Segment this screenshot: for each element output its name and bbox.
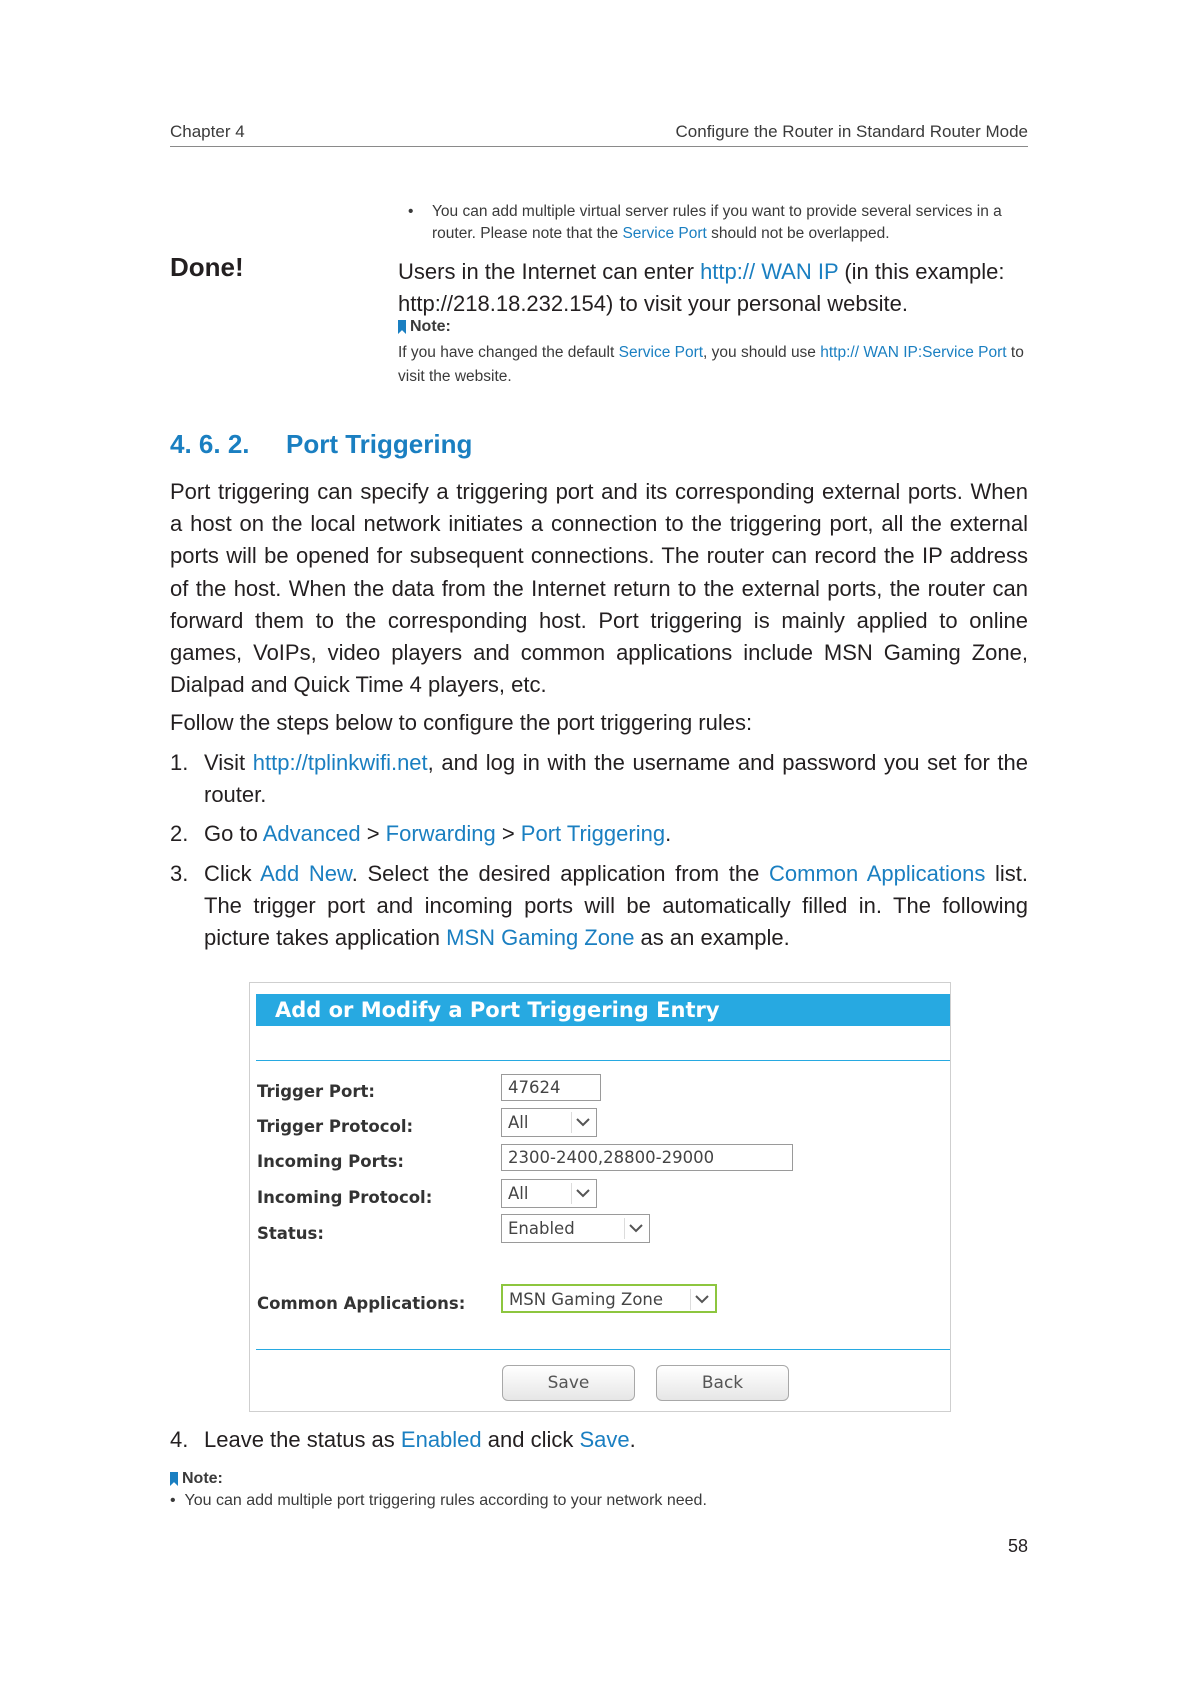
common-applications-value: MSN Gaming Zone <box>509 1290 664 1309</box>
note-text <box>398 341 1028 389</box>
advanced-link: Advanced <box>262 821 361 846</box>
step-number: 2. <box>170 821 189 846</box>
step-text: Leave the status as <box>204 1427 401 1452</box>
chevron-down-icon <box>571 1112 594 1133</box>
chevron-down-icon <box>690 1289 713 1310</box>
section-number: 4. 6. 2. <box>170 429 250 459</box>
port-triggering-link: Port Triggering <box>520 821 666 846</box>
step-text: Click <box>204 861 261 886</box>
separator: > <box>360 821 386 846</box>
follow-steps-text: Follow the steps below to configure the port triggering rules: <box>170 710 753 735</box>
save-link: Save <box>579 1427 630 1452</box>
note-label <box>398 318 1028 336</box>
forwarding-link: Forwarding <box>385 821 496 846</box>
note-service-port-link: Service Port <box>618 344 704 361</box>
incoming-protocol-select[interactable] <box>501 1179 597 1208</box>
step-number: 4. <box>170 1427 189 1452</box>
page-number: 58 <box>1007 1536 1028 1556</box>
done-text-start: Users in the Internet can enter <box>398 259 701 284</box>
wan-ip-link: http:// WAN IP <box>700 259 839 284</box>
bullet-text: You can add multiple virtual server rules if you want to provide several services in a router. Please note that the <box>432 203 1002 242</box>
separator: > <box>495 821 521 846</box>
step-text: Go to <box>204 821 263 846</box>
bullet-dot: • <box>408 203 414 220</box>
step-text-mid: . Select the desired application from the <box>351 861 770 886</box>
trigger-protocol-select[interactable] <box>501 1108 597 1137</box>
bookmark-icon <box>170 1472 178 1486</box>
note-bullet <box>170 1492 707 1510</box>
step-text-end: . <box>629 1427 636 1452</box>
form-header <box>256 994 950 1026</box>
note-label <box>170 1470 223 1488</box>
status-label: Status: <box>257 1224 324 1243</box>
step-text-end: as an example. <box>634 925 790 951</box>
add-new-link: Add New <box>260 861 352 886</box>
intro-paragraph: Port triggering can specify a triggering port and its corresponding external ports. When a host on the local network initiates a connection to the triggering port, all the external ports will be opened for subsequent connections. The router can record the IP address of the host. When the data from the Internet return to the external ports, the router can forward them to the corresponding host. Port triggering is mainly applied to online games, VoIPs, video players and common applications include MSN Gaming Zone, Dialpad and Quick Time 4 players, etc. <box>170 479 1028 698</box>
back-button[interactable]: Back <box>656 1365 789 1401</box>
done-text <box>398 256 1028 320</box>
virtual-server-bullet <box>398 201 1028 245</box>
incoming-protocol-label: Incoming Protocol: <box>257 1188 433 1207</box>
form-divider-bottom <box>256 1349 950 1350</box>
step-4 <box>170 1424 1028 1456</box>
trigger-protocol-value: All <box>508 1113 529 1132</box>
step-2 <box>170 818 1028 850</box>
trigger-port-input[interactable]: 47624 <box>501 1074 601 1101</box>
chapter-title: Configure the Router in Standard Router Mode <box>675 122 1028 141</box>
common-applications-label: Common Applications: <box>257 1294 466 1313</box>
msn-gaming-zone-link: MSN Gaming Zone <box>446 925 635 951</box>
note-text-start: If you have changed the default <box>398 344 619 361</box>
step-text: Visit <box>204 750 253 775</box>
note-label-text: Note: <box>182 1470 223 1487</box>
bullet-dot: • <box>170 1492 176 1509</box>
bullet-text-end: should not be overlapped. <box>706 225 890 242</box>
done-heading: Done! <box>170 252 244 282</box>
chevron-down-icon <box>571 1183 594 1204</box>
done-text-end: (in this example: http://218.18.232.154) to visit your personal website. <box>398 259 1005 316</box>
service-port-link: Service Port <box>622 225 707 242</box>
section-title: Port Triggering <box>286 429 473 459</box>
form-title: Add or Modify a Port Triggering Entry <box>275 998 720 1022</box>
save-button[interactable]: Save <box>502 1365 635 1401</box>
step-1 <box>170 747 1028 811</box>
note-bullet-text: You can add multiple port triggering rules according to your network need. <box>184 1492 707 1509</box>
note-wan-ip-service-port-link: http:// WAN IP:Service Port <box>820 344 1007 361</box>
enabled-link: Enabled <box>400 1427 482 1452</box>
chapter-label: Chapter 4 <box>170 122 245 141</box>
step-text-end: , and log in with the username and password you set for the router. <box>204 750 1028 808</box>
port-triggering-form <box>249 982 951 1412</box>
trigger-port-label: Trigger Port: <box>257 1082 375 1101</box>
status-select[interactable] <box>501 1214 650 1243</box>
incoming-ports-label: Incoming Ports: <box>257 1152 405 1171</box>
common-applications-link: Common Applications <box>769 861 986 886</box>
note-text-mid: , you should use <box>703 344 821 361</box>
step-text-mid2: list. The trigger port and incoming ports will be automatically filled in. The following picture takes application <box>204 861 1028 951</box>
incoming-protocol-value: All <box>508 1184 529 1203</box>
bookmark-icon <box>398 320 406 334</box>
step-text-end: . <box>665 821 672 846</box>
step-text-mid: and click <box>481 1427 580 1452</box>
common-applications-select[interactable] <box>501 1284 717 1313</box>
note-label-text: Note: <box>410 318 451 335</box>
step-number: 1. <box>170 750 189 775</box>
chevron-down-icon <box>624 1218 647 1239</box>
form-divider-top <box>256 1060 950 1061</box>
page-header <box>170 122 1028 147</box>
tplinkwifi-link: http://tplinkwifi.net <box>252 750 428 775</box>
trigger-protocol-label: Trigger Protocol: <box>257 1117 414 1136</box>
note-text-end: to visit the website. <box>398 344 1024 385</box>
status-value: Enabled <box>508 1219 575 1238</box>
incoming-ports-input[interactable]: 2300-2400,28800-29000 <box>501 1144 793 1171</box>
step-3 <box>170 858 1028 955</box>
step-number: 3. <box>170 861 189 886</box>
